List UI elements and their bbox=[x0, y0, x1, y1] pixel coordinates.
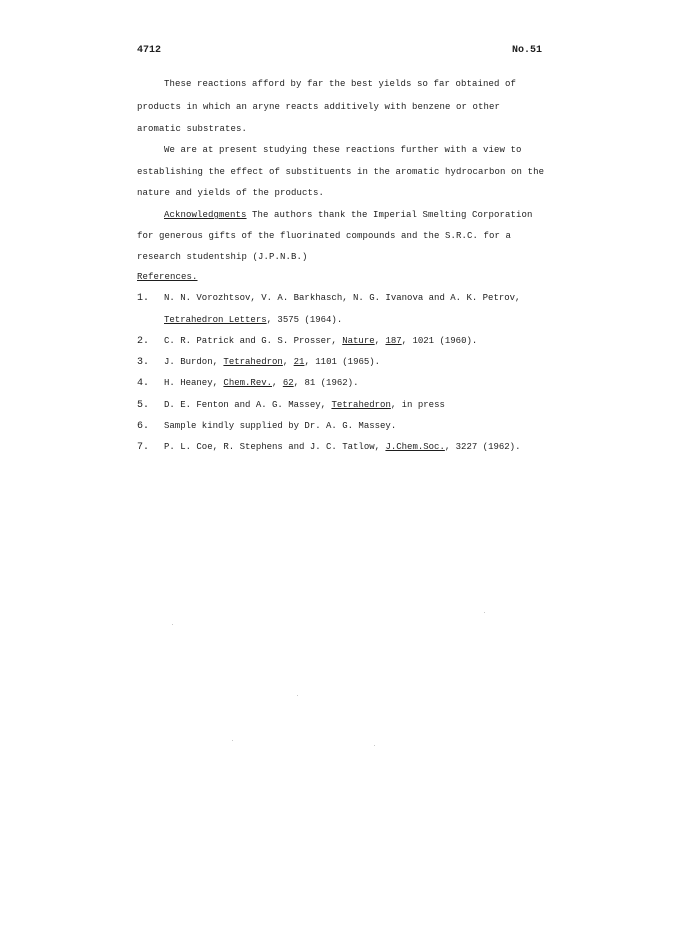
acknowledgements-heading: Acknowledgments bbox=[164, 210, 247, 220]
reference-authors: J. Burdon, bbox=[164, 357, 224, 367]
reference-number: 1. bbox=[137, 293, 150, 304]
reference-authors: P. L. Coe, R. Stephens and J. C. Tatlow, bbox=[164, 442, 386, 452]
paragraph-2-line-2: establishing the effect of substituents in the aromatic hydrocarbon on the bbox=[137, 167, 545, 177]
reference-number: 5. bbox=[137, 400, 150, 411]
reference-details: , 3227 (1962). bbox=[444, 442, 521, 452]
reference-number: 7. bbox=[137, 442, 150, 453]
page-number: 4712 bbox=[137, 45, 162, 56]
acknowledgements-line-1 bbox=[164, 210, 533, 220]
reference-volume: 62 bbox=[282, 378, 294, 388]
reference-3 bbox=[164, 357, 380, 367]
scan-speck bbox=[172, 624, 173, 625]
reference-separator: , bbox=[272, 378, 283, 388]
reference-number: 2. bbox=[137, 336, 150, 347]
reference-volume: 21 bbox=[293, 357, 305, 367]
reference-details: , 1101 (1965). bbox=[304, 357, 381, 367]
reference-7 bbox=[164, 442, 520, 452]
reference-details: , 3575 (1964). bbox=[266, 315, 343, 325]
scan-speck bbox=[484, 612, 485, 613]
reference-journal: Tetrahedron bbox=[331, 400, 391, 410]
reference-number: 6. bbox=[137, 421, 150, 432]
reference-separator: , bbox=[282, 357, 294, 367]
reference-journal: Chem.Rev. bbox=[223, 378, 273, 388]
reference-details: , 1021 (1960). bbox=[401, 336, 478, 346]
issue-number: No.51 bbox=[511, 45, 542, 56]
scan-speck bbox=[374, 745, 375, 746]
reference-4 bbox=[164, 378, 358, 388]
paragraph-2-line-1: We are at present studying these reactions further with a view to bbox=[164, 145, 522, 155]
reference-5 bbox=[164, 400, 445, 410]
reference-1-citation bbox=[164, 315, 342, 325]
reference-number: 3. bbox=[137, 357, 150, 368]
reference-1-authors: N. N. Vorozhtsov, V. A. Barkhasch, N. G. Ivanova and A. K. Petrov, bbox=[164, 293, 521, 303]
scan-speck bbox=[297, 695, 298, 696]
reference-authors: D. E. Fenton and A. G. Massey, bbox=[164, 400, 332, 410]
acknowledgements-line-2: for generous gifts of the fluorinated compounds and the S.R.C. for a bbox=[137, 231, 512, 241]
reference-6: Sample kindly supplied by Dr. A. G. Massey. bbox=[164, 421, 397, 431]
reference-separator: , bbox=[374, 336, 386, 346]
reference-2 bbox=[164, 336, 477, 346]
paragraph-1-line-2: products in which an aryne reacts additively with benzene or other bbox=[137, 102, 501, 112]
paragraph-1-line-1: These reactions afford by far the best yields so far obtained of bbox=[164, 79, 517, 89]
paragraph-1-line-3: aromatic substrates. bbox=[137, 124, 248, 134]
scan-speck bbox=[232, 740, 233, 741]
reference-volume: 187 bbox=[385, 336, 402, 346]
reference-details: , in press bbox=[390, 400, 445, 410]
reference-details: , 81 (1962). bbox=[293, 378, 359, 388]
acknowledgements-text: The authors thank the Imperial Smelting Corporation bbox=[246, 210, 533, 220]
reference-journal: Tetrahedron bbox=[223, 357, 283, 367]
reference-number: 4. bbox=[137, 378, 150, 389]
reference-authors: H. Heaney, bbox=[164, 378, 224, 388]
reference-journal: Tetrahedron Letters bbox=[164, 315, 267, 325]
reference-authors: C. R. Patrick and G. S. Prosser, bbox=[164, 336, 343, 346]
acknowledgements-line-3: research studentship (J.P.N.B.) bbox=[137, 252, 308, 262]
paragraph-2-line-3: nature and yields of the products. bbox=[137, 188, 325, 198]
references-heading: References. bbox=[137, 272, 198, 282]
reference-journal: J.Chem.Soc. bbox=[385, 442, 445, 452]
reference-journal: Nature bbox=[342, 336, 375, 346]
